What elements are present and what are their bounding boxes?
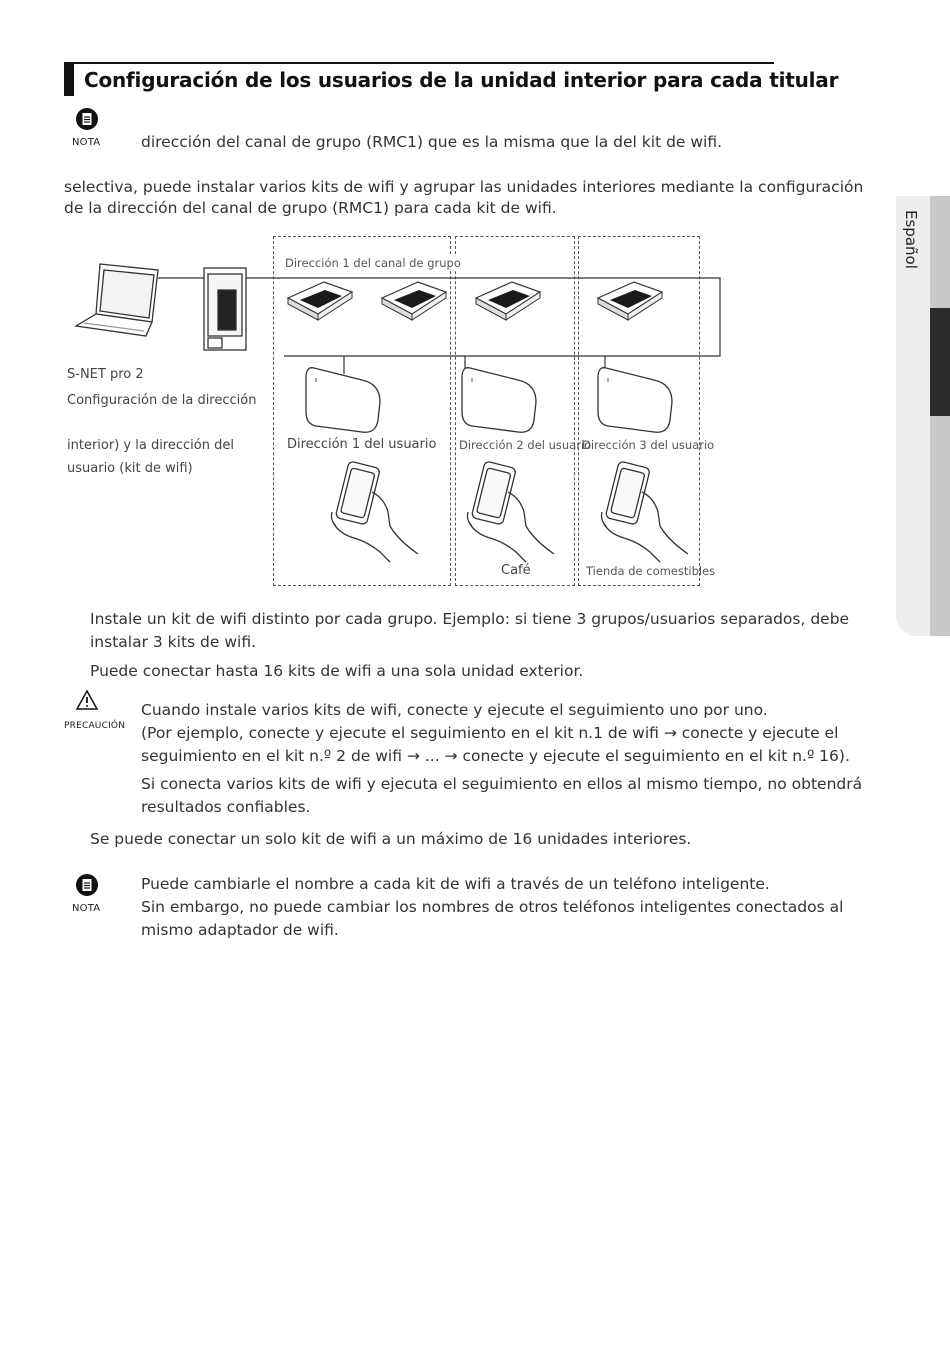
side-tab-label: Español (902, 210, 920, 269)
user-address-label-3: Dirección 3 del usuario (582, 438, 715, 452)
note-icon (76, 108, 98, 130)
note-caption: NOTA (72, 903, 101, 914)
smartphone-hand-icon (602, 461, 689, 562)
paragraph: Se puede conectar un solo kit de wifi a un máximo de 16 unidades interiores. (90, 830, 692, 848)
smartphone-hand-icon (468, 461, 555, 562)
indoor-unit-icon (288, 282, 352, 320)
wifi-kit-icon (306, 368, 380, 433)
note-text: dirección del canal de grupo (RMC1) que es la misma que la del kit de wifi. (141, 133, 723, 151)
place-label-cafe: Café (501, 563, 531, 578)
caution-caption: PRECAUCIÓN (64, 721, 126, 731)
indoor-unit-icon (598, 282, 662, 320)
smartphone-hand-icon (332, 461, 419, 562)
indoor-unit-icon (382, 282, 446, 320)
caution-text: Si conecta varios kits de wifi y ejecuta el seguimiento en ellos al mismo tiempo, no obtendrá resultados confiables. (141, 775, 863, 816)
address-config-label: usuario (kit de wifi) (67, 461, 193, 476)
heading-marker (64, 62, 74, 96)
group-channel-label: Dirección 1 del canal de grupo (285, 256, 461, 270)
network-diagram (60, 230, 740, 600)
warning-icon (75, 689, 99, 711)
note-text: Sin embargo, no puede cambiar los nombres de otros teléfonos inteligentes conectados al mismo adaptador de wifi. (141, 898, 844, 939)
intro-paragraph: selectiva, puede instalar varios kits de wifi y agrupar las unidades interiores mediante la configuración de la dirección del canal de grupo (RMC1) para cada kit de wifi. (64, 178, 864, 217)
heading-rule (64, 62, 774, 64)
side-tab-edge (930, 196, 950, 636)
address-config-label: Configuración de la dirección (67, 393, 257, 408)
note-caption: NOTA (72, 137, 101, 148)
paragraph: Instale un kit de wifi distinto por cada grupo. Ejemplo: si tiene 3 grupos/usuarios separados, debe instalar 3 kits de wifi. (90, 610, 850, 651)
paragraph: Puede conectar hasta 16 kits de wifi a una sola unidad exterior. (90, 662, 584, 680)
side-tab-marker (930, 308, 950, 416)
snet-label: S-NET pro 2 (67, 367, 144, 382)
caution-text: (Por ejemplo, conecte y ejecute el seguimiento en el kit n.1 de wifi → conecte y ejecute el seguimiento en el kit n.º 2 de wifi → ... → conecte y ejecute el seguimiento en el kit n.º 16). (141, 724, 850, 765)
note-icon (76, 874, 98, 896)
user-address-label-1: Dirección 1 del usuario (287, 437, 437, 452)
caution-text: Cuando instale varios kits de wifi, conecte y ejecute el seguimiento uno por uno. (141, 701, 768, 719)
wifi-kit-icon (462, 368, 536, 433)
user-address-label-2: Dirección 2 del usuario (459, 438, 592, 452)
laptop-icon (76, 264, 158, 336)
place-label-grocery: Tienda de comestibles (586, 564, 716, 578)
note-text: Puede cambiarle el nombre a cada kit de wifi a través de un teléfono inteligente. (141, 875, 770, 893)
page-title: Configuración de los usuarios de la unidad interior para cada titular (84, 68, 839, 92)
wifi-kit-icon (598, 368, 672, 433)
indoor-unit-icon (476, 282, 540, 320)
snet-controller-icon (204, 268, 246, 350)
address-config-label: interior) y la dirección del (67, 438, 234, 453)
